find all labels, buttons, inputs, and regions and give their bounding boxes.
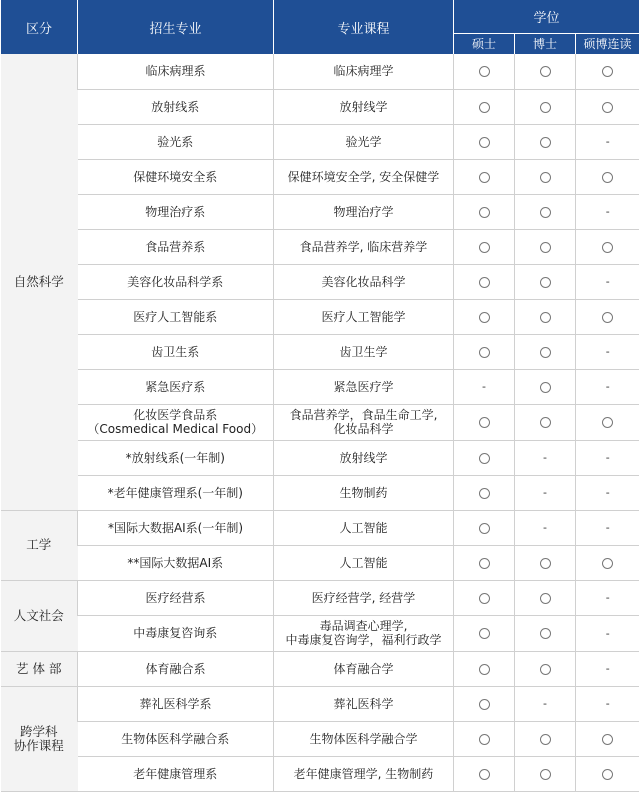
course-cell-text: 化妆品科学 — [333, 422, 394, 436]
available-circle-icon — [479, 102, 490, 113]
combined-cell — [576, 124, 639, 159]
major-cell — [78, 54, 274, 89]
combined-cell — [576, 264, 639, 299]
table-row — [1, 756, 639, 791]
major-cell — [78, 545, 274, 580]
available-circle-icon — [540, 312, 551, 323]
unavailable-dash: - — [605, 662, 610, 675]
doctor-cell — [515, 756, 576, 791]
unavailable-dash: - — [605, 626, 610, 640]
course-cell — [274, 404, 454, 440]
course-cell — [274, 545, 454, 580]
available-circle-icon — [602, 172, 613, 183]
available-circle-icon — [540, 172, 551, 183]
major-cell — [78, 721, 274, 756]
course-cell-text: 医疗经营学, 经营学 — [311, 590, 416, 605]
available-circle-icon — [540, 382, 551, 393]
master-cell — [454, 124, 515, 159]
available-circle-icon — [479, 137, 490, 148]
combined-cell — [576, 229, 639, 264]
major-cell — [78, 615, 274, 651]
major-cell — [78, 124, 274, 159]
major-cell-text: 放射线系 — [151, 99, 200, 114]
combined-cell — [576, 54, 639, 89]
doctor-cell — [515, 404, 576, 440]
major-cell-text: 老年健康管理系 — [133, 766, 218, 781]
course-cell — [274, 369, 454, 404]
master-cell — [454, 369, 515, 404]
available-circle-icon — [602, 769, 613, 780]
course-cell-text: 临床病理学 — [333, 64, 394, 79]
available-circle-icon — [479, 628, 490, 639]
master-cell — [454, 615, 515, 651]
course-cell — [274, 159, 454, 194]
course-cell-text: 物理治疗学 — [333, 204, 394, 219]
major-cell-text: 医疗人工智能系 — [133, 309, 218, 324]
major-cell-text: 食品营养系 — [145, 239, 206, 254]
available-circle-icon — [479, 769, 490, 780]
course-cell — [274, 89, 454, 124]
table-row — [1, 404, 639, 440]
course-cell-text: 人工智能 — [339, 555, 388, 570]
category-cell: 工学 — [1, 510, 78, 580]
available-circle-icon — [540, 137, 551, 148]
unavailable-dash: - — [543, 486, 547, 499]
available-circle-icon — [479, 312, 490, 323]
unavailable-dash: - — [605, 521, 610, 534]
unavailable-dash: - — [605, 486, 610, 499]
combined-cell — [576, 651, 639, 686]
course-cell-text: 老年健康管理学, 生物制药 — [293, 766, 434, 781]
available-circle-icon — [479, 172, 490, 183]
unavailable-dash: - — [605, 205, 610, 218]
category-label: 跨学科 — [19, 723, 58, 739]
master-cell — [454, 686, 515, 721]
table-row — [1, 89, 639, 124]
table-row — [1, 124, 639, 159]
combined-cell — [576, 89, 639, 124]
master-cell — [454, 54, 515, 89]
available-circle-icon — [479, 593, 490, 604]
major-cell-text: 中毒康复咨询系 — [133, 626, 218, 640]
unavailable-dash: - — [543, 521, 547, 534]
table-row — [1, 686, 639, 721]
course-cell-text: 齿卫生学 — [339, 344, 388, 359]
major-cell-text: 物理治疗系 — [145, 204, 206, 219]
table-row — [1, 615, 639, 651]
course-cell — [274, 299, 454, 334]
available-circle-icon — [602, 102, 613, 113]
table-row — [1, 440, 639, 475]
available-circle-icon — [479, 699, 490, 710]
master-cell — [454, 334, 515, 369]
doctor-cell — [515, 299, 576, 334]
doctor-cell — [515, 475, 576, 510]
combined-cell — [576, 721, 639, 756]
major-cell — [78, 404, 274, 440]
course-cell-text: 医疗人工智能学 — [321, 309, 406, 324]
available-circle-icon — [540, 558, 551, 569]
major-cell-text: 齿卫生系 — [151, 344, 200, 359]
major-cell — [78, 334, 274, 369]
available-circle-icon — [540, 769, 551, 780]
combined-cell — [576, 686, 639, 721]
combined-cell — [576, 545, 639, 580]
master-cell — [454, 264, 515, 299]
master-cell — [454, 89, 515, 124]
course-cell-text: 放射线学 — [339, 450, 388, 465]
course-cell-text: 生物体医科学融合学 — [309, 731, 418, 746]
master-cell — [454, 756, 515, 791]
master-cell — [454, 651, 515, 686]
available-circle-icon — [479, 664, 490, 675]
doctor-cell — [515, 334, 576, 369]
table-row — [1, 369, 639, 404]
major-cell — [78, 510, 274, 545]
master-cell — [454, 580, 515, 615]
table-row — [1, 334, 639, 369]
course-cell — [274, 264, 454, 299]
unavailable-dash: - — [482, 380, 486, 393]
available-circle-icon — [479, 558, 490, 569]
master-cell — [454, 475, 515, 510]
table-body — [1, 54, 639, 791]
major-cell-text: 医疗经营系 — [145, 590, 206, 605]
available-circle-icon — [540, 242, 551, 253]
combined-cell — [576, 369, 639, 404]
course-cell-text: 体育融合学 — [333, 661, 394, 676]
table-row — [1, 510, 639, 545]
major-cell-text: 验光系 — [157, 134, 194, 149]
available-circle-icon — [540, 628, 551, 639]
available-circle-icon — [479, 66, 490, 77]
major-cell-text: *老年健康管理系(一年制) — [107, 485, 243, 500]
combined-cell — [576, 194, 639, 229]
available-circle-icon — [540, 66, 551, 77]
combined-cell — [576, 510, 639, 545]
available-circle-icon — [602, 242, 613, 253]
table-row — [1, 580, 639, 615]
major-cell — [78, 440, 274, 475]
unavailable-dash: - — [605, 275, 610, 288]
available-circle-icon — [479, 277, 490, 288]
major-cell — [78, 686, 274, 721]
header-course: 专业课程 — [274, 0, 454, 54]
major-cell-text: **国际大数据AI系 — [127, 555, 224, 570]
available-circle-icon — [479, 488, 490, 499]
table-row — [1, 229, 639, 264]
available-circle-icon — [479, 347, 490, 358]
major-cell-text: （Cosmedical Medical Food） — [87, 422, 264, 436]
doctor-cell — [515, 89, 576, 124]
course-cell-text: 人工智能 — [339, 520, 388, 535]
table-row — [1, 721, 639, 756]
table-row — [1, 159, 639, 194]
doctor-cell — [515, 545, 576, 580]
course-cell — [274, 686, 454, 721]
header-master: 硕士 — [454, 33, 515, 54]
major-cell — [78, 299, 274, 334]
course-cell-text: 中毒康复咨询学，福利行政学 — [285, 633, 442, 647]
master-cell — [454, 404, 515, 440]
major-cell — [78, 229, 274, 264]
course-cell-text: 毒品调查心理学, — [319, 619, 408, 633]
course-cell — [274, 54, 454, 89]
available-circle-icon — [540, 207, 551, 218]
category-cell: 人文社会 — [1, 580, 78, 651]
doctor-cell — [515, 686, 576, 721]
course-cell — [274, 721, 454, 756]
master-cell — [454, 229, 515, 264]
course-cell-text: 美容化妆品科学 — [321, 274, 406, 289]
major-cell — [78, 651, 274, 686]
course-cell — [274, 615, 454, 651]
course-cell-text: 食品营养学，食品生命工学, — [289, 408, 438, 422]
unavailable-dash: - — [543, 697, 547, 710]
doctor-cell — [515, 54, 576, 89]
combined-cell — [576, 440, 639, 475]
course-cell — [274, 229, 454, 264]
doctor-cell — [515, 369, 576, 404]
unavailable-dash: - — [605, 591, 610, 604]
course-cell — [274, 194, 454, 229]
table-header — [1, 0, 639, 54]
course-cell — [274, 124, 454, 159]
available-circle-icon — [479, 734, 490, 745]
major-cell — [78, 264, 274, 299]
course-cell-text: 葬礼医科学 — [333, 696, 394, 711]
course-cell-text: 放射线学 — [339, 99, 388, 114]
available-circle-icon — [602, 66, 613, 77]
course-cell — [274, 580, 454, 615]
table-row — [1, 651, 639, 686]
available-circle-icon — [479, 242, 490, 253]
doctor-cell — [515, 721, 576, 756]
table-row — [1, 299, 639, 334]
table-row — [1, 475, 639, 510]
unavailable-dash: - — [605, 697, 610, 710]
doctor-cell — [515, 159, 576, 194]
major-cell-text: 化妆医学食品系 — [133, 408, 218, 422]
course-cell-text: 紧急医疗学 — [333, 379, 394, 394]
combined-cell — [576, 299, 639, 334]
header-combined: 硕博连读 — [576, 33, 639, 54]
unavailable-dash: - — [605, 451, 610, 464]
category-label: 协作课程 — [13, 737, 64, 753]
course-cell — [274, 651, 454, 686]
available-circle-icon — [479, 207, 490, 218]
unavailable-dash: - — [605, 135, 610, 148]
header-degree: 学位 — [454, 0, 639, 33]
combined-cell — [576, 334, 639, 369]
doctor-cell — [515, 651, 576, 686]
category-cell — [1, 686, 78, 791]
major-cell-text: 紧急医疗系 — [145, 379, 206, 394]
major-cell-text: *放射线系(一年制) — [125, 450, 225, 465]
doctor-cell — [515, 194, 576, 229]
table-row — [1, 264, 639, 299]
master-cell — [454, 510, 515, 545]
available-circle-icon — [540, 593, 551, 604]
unavailable-dash: - — [605, 345, 610, 358]
combined-cell — [576, 580, 639, 615]
doctor-cell — [515, 580, 576, 615]
table-row — [1, 194, 639, 229]
header-doctor: 博士 — [515, 33, 576, 54]
master-cell — [454, 299, 515, 334]
table-row — [1, 545, 639, 580]
combined-cell — [576, 475, 639, 510]
unavailable-dash: - — [543, 451, 547, 464]
doctor-cell — [515, 124, 576, 159]
available-circle-icon — [479, 453, 490, 464]
unavailable-dash: - — [605, 380, 610, 393]
combined-cell — [576, 159, 639, 194]
course-cell-text: 保健环境安全学, 安全保健学 — [287, 169, 440, 184]
master-cell — [454, 159, 515, 194]
doctor-cell — [515, 440, 576, 475]
available-circle-icon — [602, 558, 613, 569]
available-circle-icon — [540, 734, 551, 745]
available-circle-icon — [540, 102, 551, 113]
course-cell-text: 食品营养学, 临床营养学 — [299, 239, 428, 254]
course-cell-text: 验光学 — [345, 134, 382, 149]
major-cell-text: 保健环境安全系 — [133, 169, 218, 184]
doctor-cell — [515, 510, 576, 545]
master-cell — [454, 721, 515, 756]
combined-cell — [576, 404, 639, 440]
major-cell-text: 生物体医科学融合系 — [121, 731, 230, 746]
major-cell-text: 葬礼医科学系 — [139, 696, 212, 711]
available-circle-icon — [540, 417, 551, 428]
table-row — [1, 54, 639, 89]
course-cell-text: 生物制药 — [339, 485, 388, 500]
header-category: 区分 — [1, 0, 78, 54]
category-cell: 艺 体 部 — [1, 651, 78, 686]
master-cell — [454, 545, 515, 580]
major-cell — [78, 475, 274, 510]
course-cell — [274, 475, 454, 510]
course-cell — [274, 510, 454, 545]
major-cell — [78, 194, 274, 229]
major-cell-text: *国际大数据AI系(一年制) — [107, 520, 244, 535]
major-cell-text: 美容化妆品科学系 — [127, 274, 224, 289]
category-cell: 自然科学 — [1, 54, 78, 510]
course-cell — [274, 334, 454, 369]
doctor-cell — [515, 615, 576, 651]
doctor-cell — [515, 264, 576, 299]
header-major: 招生专业 — [78, 0, 274, 54]
available-circle-icon — [540, 664, 551, 675]
major-cell — [78, 369, 274, 404]
combined-cell — [576, 615, 639, 651]
major-cell — [78, 580, 274, 615]
available-circle-icon — [479, 523, 490, 534]
major-cell-text: 体育融合系 — [145, 661, 206, 676]
course-cell — [274, 756, 454, 791]
available-circle-icon — [479, 417, 490, 428]
major-cell — [78, 756, 274, 791]
available-circle-icon — [602, 312, 613, 323]
available-circle-icon — [540, 347, 551, 358]
course-cell — [274, 440, 454, 475]
major-cell — [78, 89, 274, 124]
available-circle-icon — [540, 277, 551, 288]
master-cell — [454, 440, 515, 475]
major-cell-text: 临床病理系 — [145, 64, 206, 79]
combined-cell — [576, 756, 639, 791]
major-cell — [78, 159, 274, 194]
available-circle-icon — [602, 734, 613, 745]
available-circle-icon — [602, 417, 613, 428]
doctor-cell — [515, 229, 576, 264]
master-cell — [454, 194, 515, 229]
